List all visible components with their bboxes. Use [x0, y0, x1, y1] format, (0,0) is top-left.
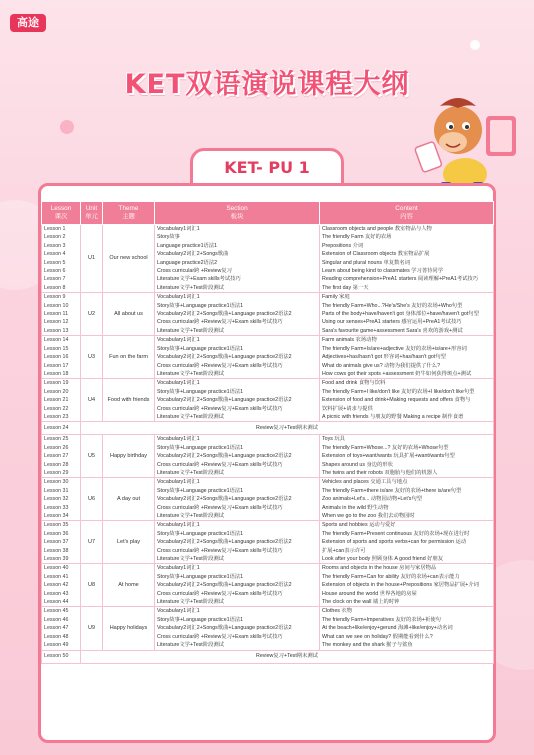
header-unit: Unit 单元	[81, 202, 103, 225]
mascot-illustration	[410, 86, 520, 196]
cell-line: The friendly Farm 友好的农场	[322, 234, 392, 241]
cell-line: Story故事+Language practice1语法1	[157, 616, 244, 623]
content-cell	[320, 564, 494, 607]
cell-line: Cross curricular跨 +Review复习+Exam skills考试技巧	[157, 633, 283, 640]
cell-line: Lesson 14	[44, 337, 69, 344]
cell-line: Cross curricular跨 +Review复习+Exam skills考试技巧	[157, 590, 283, 597]
cell-line: Cross curricular跨 +Review复习+Exam skills考试技巧	[157, 405, 283, 412]
cell-line: The friendly Farm+Is/are+adjective 友好的农场+is/are+形容词	[322, 345, 467, 352]
cell-line: Shapes around us 身边的形状	[322, 461, 393, 468]
cell-line: Lesson 11	[44, 311, 69, 318]
cell-line: Lesson 3	[44, 242, 66, 249]
cell-line: Lesson 1	[44, 226, 66, 232]
content-cell	[320, 225, 494, 293]
cell-line: Vocabulary1词汇1	[157, 294, 200, 301]
cell-line: Literature文学+Test阶段测试	[157, 469, 224, 476]
cell-line: Vocabulary1词汇1	[157, 380, 200, 387]
unit-cell: U8	[81, 564, 103, 607]
unit-row	[42, 336, 494, 379]
theme-cell: Our new school	[103, 225, 155, 293]
theme-cell: Fun on the farm	[103, 336, 155, 379]
cell-line: Adjectives+has/hasn't got 形容词+has/hasn't got句型	[322, 354, 446, 361]
cell-line: Story故事+Language practice1语法1	[157, 345, 244, 352]
table-header-row	[42, 202, 494, 225]
section-cell	[155, 564, 320, 607]
cell-line: How cows got their spots +assessment 奶牛如何获得斑点+测试	[322, 370, 472, 377]
unit-row	[42, 225, 494, 293]
cell-line: Lesson 32	[44, 496, 69, 503]
cell-line: Literature文学+Test阶段测试	[157, 327, 224, 334]
cell-line: Story故事	[157, 234, 180, 241]
cell-line: Lesson 10	[44, 302, 69, 309]
cell-line: House around the world 世界各地的房屋	[322, 590, 417, 597]
page-title: KET双语演说课程大纲	[124, 69, 410, 100]
lesson-cell	[42, 379, 81, 422]
cell-line: Lesson 49	[44, 642, 69, 649]
lesson-cell	[42, 336, 81, 379]
cell-line: Story故事+Language practice1语法1	[157, 444, 244, 451]
lesson-cell	[42, 607, 81, 650]
cell-line: Vocabulary2词汇2+Songs歌曲+Language practice2语法2	[157, 582, 292, 589]
cell-line: Lesson 15	[44, 345, 69, 352]
cell-line: The friendly Farm+there is/are 友好的农场+there is/are句型	[322, 487, 462, 494]
cell-line: Cross curricular跨 +Review复习+Exam skills考试技巧	[157, 547, 283, 554]
header-theme: Theme 主题	[103, 202, 155, 225]
theme-cell: At home	[103, 564, 155, 607]
cell-line: The friendly Farm+I like/don't like 友好的农场+I like/don't like句型	[322, 388, 475, 395]
content-cell	[320, 435, 494, 478]
header-section: Section 板块	[155, 202, 320, 225]
cell-line: Vocabulary1词汇1	[157, 337, 200, 344]
cell-line: Lesson 38	[44, 547, 69, 554]
header-lesson: Lesson 课次	[42, 202, 81, 225]
cell-line: The friendly Farm+Present continuous 友好的农场+现在进行时	[322, 530, 470, 537]
cell-line: Cross curricular跨 +Review复习+Exam skills考试技巧	[157, 362, 283, 369]
cell-line: Singular and plural nouns 单复数名词	[322, 259, 411, 266]
cell-line: What do animals give us? 动物为我们提供了什么?	[322, 362, 441, 369]
cell-line: Lesson 40	[44, 565, 69, 572]
cell-line: Vocabulary2词汇2+Songs歌曲+Language practice2语法2	[157, 453, 292, 460]
cell-line: The twins and their robots 双胞胎与他们的机器人	[322, 469, 438, 476]
review-cell: Review复习+Test期末测试	[81, 422, 494, 435]
cell-line: Lesson 39	[44, 556, 69, 563]
cell-line: Vocabulary1词汇1	[157, 226, 200, 232]
cell-line: The first day 第一天	[322, 284, 369, 291]
cell-line: Literature文学+Test阶段测试	[157, 513, 224, 519]
section-cell	[155, 435, 320, 478]
unit-cell: U1	[81, 225, 103, 293]
cell-line: Lesson 33	[44, 504, 69, 511]
unit-cell: U3	[81, 336, 103, 379]
theme-cell: Let's play	[103, 521, 155, 564]
cell-line: Cross curricular跨 +Review复习+Exam skills考试技巧	[157, 319, 283, 326]
theme-cell: A day out	[103, 478, 155, 521]
cell-line: Lesson 35	[44, 522, 69, 529]
cell-line: Lesson 26	[44, 444, 69, 451]
cell-line: Vocabulary2词汇2+Songs歌曲+Language practice2语法2	[157, 539, 292, 546]
cell-line: Lesson 41	[44, 573, 69, 580]
cell-line: Language practice1语法1	[157, 242, 218, 249]
cell-line: At the beach+like/enjoy+gerund 海滩+like/enjoy+动名词	[322, 625, 453, 632]
cell-line: Cross curricular跨 +Review复习+Exam skills考试技巧	[157, 504, 283, 511]
cell-line: The monkey and the shark 猴子与鲨鱼	[322, 642, 413, 649]
lesson-cell	[42, 225, 81, 293]
cell-line: Lesson 19	[44, 380, 69, 387]
unit-cell: U6	[81, 478, 103, 521]
cell-line: Lesson 47	[44, 625, 69, 632]
cell-line: Farm animals 农场动物	[322, 337, 377, 344]
cell-line: Lesson 28	[44, 461, 69, 468]
cell-line: Using our senses+PreA1 starters 感官运用+PreA1考试技巧	[322, 319, 462, 326]
cell-line: Lesson 29	[44, 469, 69, 476]
content-cell	[320, 521, 494, 564]
cell-line: Story故事+Language practice1语法1	[157, 530, 244, 537]
cell-line: Extension of objects in the house+Prepositions 家居物品扩展+介词	[322, 582, 479, 589]
cell-line: Rooms and objects in the house 房间与家居物品	[322, 565, 437, 572]
cell-line: Family 家庭	[322, 294, 350, 301]
cell-line: Lesson 7	[44, 276, 66, 283]
cell-line: Toys 玩具	[322, 436, 345, 443]
cell-line: Lesson 17	[44, 362, 69, 369]
unit-row	[42, 564, 494, 607]
cell-line: Lesson 24	[44, 425, 69, 432]
unit-cell: U2	[81, 293, 103, 336]
cell-line: Prepositions 介词	[322, 242, 364, 249]
cell-line: Lesson 20	[44, 388, 69, 395]
cell-line: Lesson 4	[44, 251, 66, 258]
cell-line: Lesson 6	[44, 268, 66, 275]
cell-line: Lesson 16	[44, 354, 69, 361]
content-cell	[320, 293, 494, 336]
cell-line: The friendly Farm+Imperatives 友好的农场+祈使句	[322, 616, 441, 623]
cell-line: Look after your body 照顾身体 A good friend 好朋友	[322, 556, 444, 563]
unit-row	[42, 379, 494, 422]
cell-line: Story故事+Language practice1语法1	[157, 302, 244, 309]
cell-line: Classroom objects and people 教室物品与人物	[322, 226, 432, 232]
lesson-cell	[42, 521, 81, 564]
unit-row	[42, 435, 494, 478]
section-cell	[155, 225, 320, 293]
cell-line: Lesson 8	[44, 284, 66, 291]
cell-line: Extension of toys+want/wants 玩具扩展+want/wants句型	[322, 453, 455, 460]
cell-line: Literature文学+Test阶段测试	[157, 413, 224, 420]
cell-line: Story故事+Language practice1语法1	[157, 388, 244, 395]
cell-line: Sara's favourite game+assessment Sara's 喜欢的游戏+测试	[322, 327, 463, 334]
lesson-cell	[42, 478, 81, 521]
cell-line: Lesson 30	[44, 479, 69, 486]
header-content: Content 内容	[320, 202, 494, 225]
course-code: KET- PU 1	[190, 148, 344, 188]
cell-line: Vocabulary1词汇1	[157, 522, 200, 529]
cell-line: Vocabulary2词汇2+Songs歌曲+Language practice2语法2	[157, 354, 292, 361]
section-cell	[155, 607, 320, 650]
section-cell	[155, 379, 320, 422]
cell-line: Story故事+Language practice1语法1	[157, 487, 244, 494]
theme-cell: Happy birthday	[103, 435, 155, 478]
cell-line: Lesson 21	[44, 397, 69, 404]
review-cell: Review复习+Test期末测试	[81, 650, 494, 663]
cell-line: Literature文学+Test阶段测试	[157, 284, 224, 291]
cell-line: Food and drink 食物与饮料	[322, 380, 386, 387]
cell-line: Literature文学+Test阶段测试	[157, 642, 224, 649]
lesson-cell	[42, 293, 81, 336]
decor-dot	[60, 120, 74, 134]
theme-cell: Happy holidays	[103, 607, 155, 650]
cell-line: The clock on the wall 墙上的时钟	[322, 599, 400, 606]
review-row	[42, 422, 494, 435]
cell-line: Literature文学+Exam skills考试技巧	[157, 276, 241, 283]
cell-line: Literature文学+Test阶段测试	[157, 556, 224, 563]
cell-line: Lesson 18	[44, 370, 69, 377]
cell-line: Lesson 46	[44, 616, 69, 623]
unit-cell: U5	[81, 435, 103, 478]
review-row	[42, 650, 494, 663]
cell-line: Extension of sports and sports verbs+can for permission 运动	[322, 539, 467, 546]
lesson-cell	[42, 564, 81, 607]
section-cell	[155, 336, 320, 379]
unit-row	[42, 607, 494, 650]
cell-line: Lesson 31	[44, 487, 69, 494]
cell-line: Vocabulary2词汇2+Songs歌曲+Language practice2语法2	[157, 625, 292, 632]
cell-line: Clothes 衣物	[322, 608, 353, 615]
cell-line: Parts of the body+have/haven't got 身体部位+have/haven't got句型	[322, 311, 479, 318]
lesson-cell	[42, 650, 81, 663]
cell-line: Lesson 34	[44, 513, 69, 519]
cell-line: Story故事+Language practice1语法1	[157, 573, 244, 580]
cell-line: Lesson 50	[44, 653, 69, 660]
cell-line: Extension of food and drink+Making requests and offers 食物与	[322, 397, 471, 404]
cell-line: Zoo animals+Let's... 动物园动物+Let's句型	[322, 496, 423, 503]
cell-line: Animals in the wild 野生动物	[322, 504, 389, 511]
cell-line: 扩展+can表示许可	[322, 547, 366, 554]
cell-line: Vehicles and places 交通工具与地点	[322, 479, 408, 486]
content-cell	[320, 336, 494, 379]
cell-line: Lesson 22	[44, 405, 69, 412]
cell-line: Lesson 48	[44, 633, 69, 640]
cell-line: Lesson 25	[44, 436, 69, 443]
cell-line: The friendly Farm+Can for ability 友好的农场+can表示能力	[322, 573, 460, 580]
theme-cell: All about us	[103, 293, 155, 336]
cell-line: What can we see on holiday? 假期能看到什么?	[322, 633, 433, 640]
unit-cell: U9	[81, 607, 103, 650]
content-cell	[320, 379, 494, 422]
cell-line: Vocabulary2词汇2+Songs歌曲+Language practice2语法2	[157, 496, 292, 503]
section-cell	[155, 521, 320, 564]
cell-line: Vocabulary1词汇1	[157, 436, 200, 443]
cell-line: Lesson 9	[44, 294, 66, 301]
cell-line: A picnic with friends 与朋友的野餐 Making a recipe 制作食谱	[322, 413, 464, 420]
cell-line: Lesson 2	[44, 234, 66, 241]
cell-line: 饮料扩展+请求与提供	[322, 405, 373, 412]
cell-line: Reading comprehension+PreA1 starters 阅读理解+PreA1考试技巧	[322, 276, 479, 283]
cell-line: Literature文学+Test阶段测试	[157, 370, 224, 377]
cell-line: Lesson 45	[44, 608, 69, 615]
theme-cell: Food with friends	[103, 379, 155, 422]
cell-line: Literature文学+Test阶段测试	[157, 599, 224, 606]
content-cell	[320, 478, 494, 521]
cell-line: The friendly Farm+Who...?He's/She's 友好的农场+Who句型	[322, 302, 463, 309]
cell-line: Vocabulary2词汇2+Songs歌曲	[157, 251, 229, 258]
unit-row	[42, 521, 494, 564]
cell-line: Lesson 44	[44, 599, 69, 606]
cell-line: Language practice2语法2	[157, 259, 218, 266]
cell-line: Vocabulary2词汇2+Songs歌曲+Language practice2语法2	[157, 311, 292, 318]
cell-line: Lesson 42	[44, 582, 69, 589]
cell-line: Vocabulary1词汇1	[157, 479, 200, 486]
cell-line: Vocabulary1词汇1	[157, 565, 200, 572]
syllabus-table	[41, 201, 494, 664]
cell-line: Lesson 12	[44, 319, 69, 326]
cell-line: Lesson 43	[44, 590, 69, 597]
cell-line: Lesson 23	[44, 413, 69, 420]
brand-logo: 高途	[10, 14, 46, 32]
cell-line: Sports and hobbies 运动与爱好	[322, 522, 396, 529]
cell-line: Extension of Classroom objects 教室物品扩展	[322, 251, 430, 258]
section-cell	[155, 293, 320, 336]
unit-row	[42, 293, 494, 336]
cell-line: Vocabulary1词汇1	[157, 608, 200, 615]
lesson-cell	[42, 435, 81, 478]
unit-cell: U7	[81, 521, 103, 564]
cell-line: Cross curricular跨 +Review复习+Exam skills考试技巧	[157, 461, 283, 468]
cell-line: Lesson 13	[44, 327, 69, 334]
unit-row	[42, 478, 494, 521]
cell-line: Learn about being kind to classmates 学习善待同学	[322, 268, 444, 275]
cell-line: Vocabulary2词汇2+Songs歌曲+Language practice2语法2	[157, 397, 292, 404]
cell-line: The friendly Farm+Whose...? 友好的农场+Whose句型	[322, 444, 449, 451]
cell-line: Lesson 27	[44, 453, 69, 460]
decor-dot	[470, 40, 480, 50]
cell-line: When we go to the zoo 我们去动物园时	[322, 513, 415, 519]
cell-line: Lesson 36	[44, 530, 69, 537]
content-cell	[320, 607, 494, 650]
lesson-cell	[42, 422, 81, 435]
unit-cell: U4	[81, 379, 103, 422]
cell-line: Lesson 37	[44, 539, 69, 546]
section-cell	[155, 478, 320, 521]
cell-line: Lesson 5	[44, 259, 66, 266]
cell-line: Cross curricular跨 +Review复习	[157, 268, 232, 275]
